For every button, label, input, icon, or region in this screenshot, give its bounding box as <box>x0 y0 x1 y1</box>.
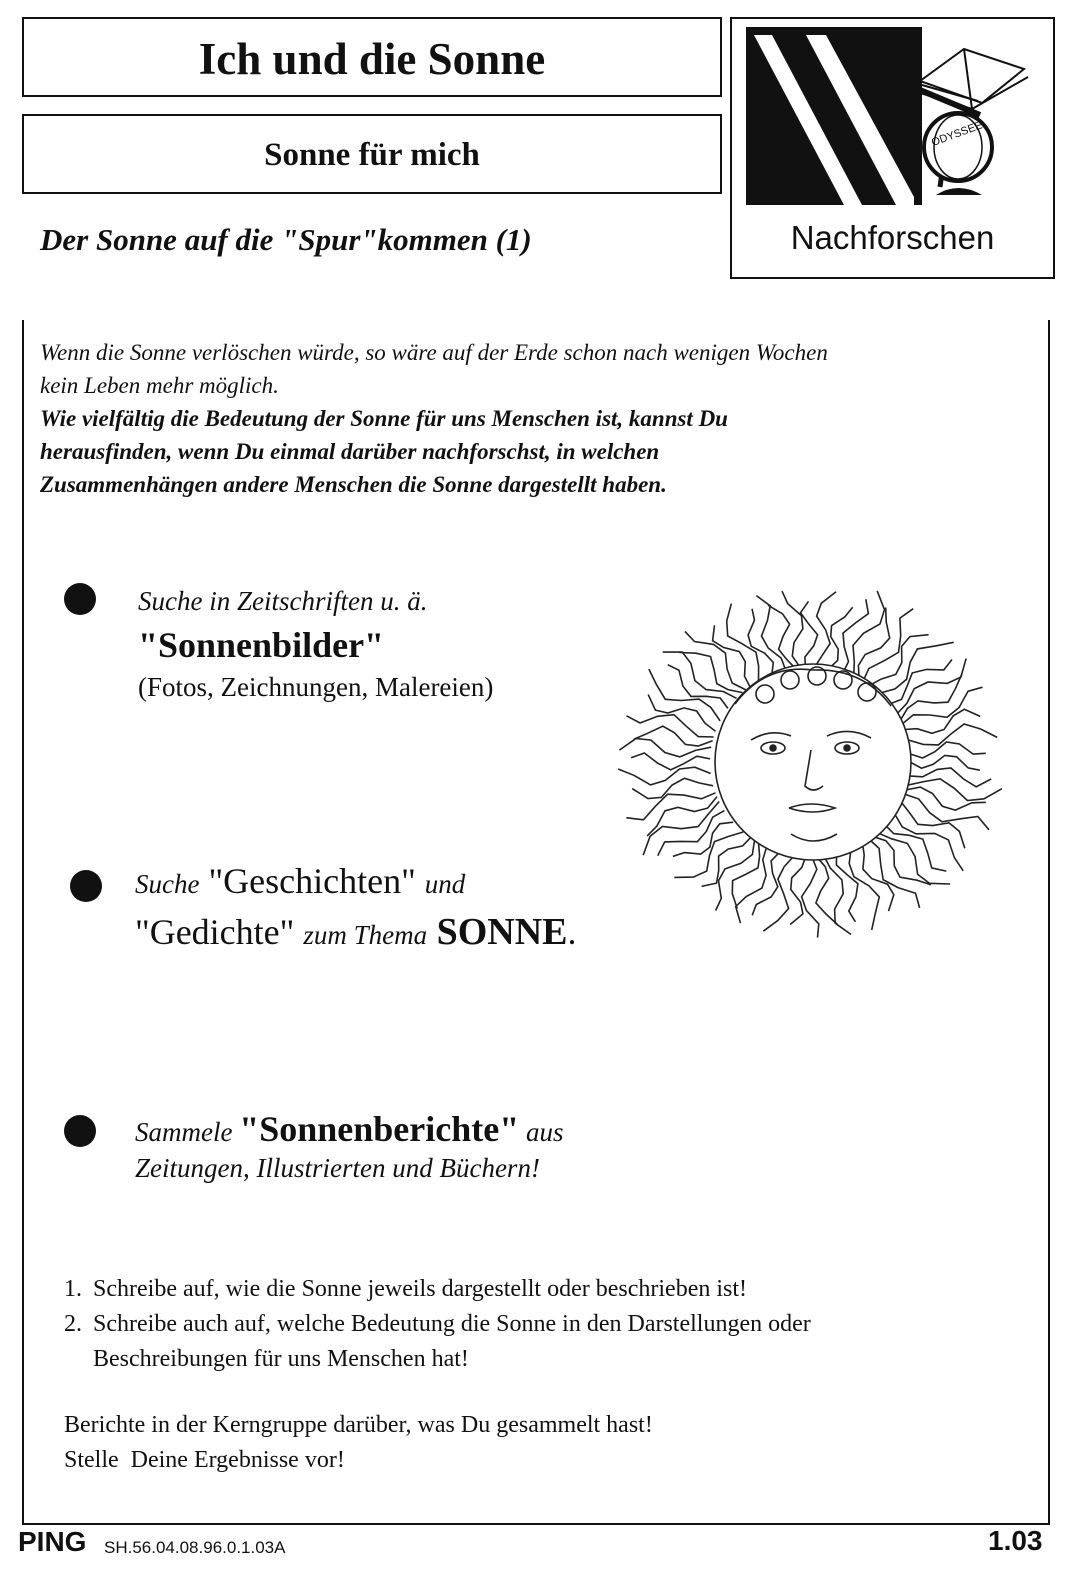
sun-ray <box>869 635 929 686</box>
sun-ray <box>836 853 858 922</box>
bullet-dot <box>64 1115 96 1147</box>
sun-ray <box>904 709 980 733</box>
sun-ray <box>863 609 914 682</box>
closing-text <box>64 1408 653 1478</box>
bullet-2-word: . <box>567 912 577 952</box>
sun-ray <box>668 665 728 709</box>
bullet-2-word: Suche <box>135 869 200 899</box>
sun-ray <box>679 653 742 693</box>
task-item <box>64 1272 1024 1307</box>
intro-text <box>40 336 1040 501</box>
sun-ray <box>626 793 715 820</box>
task-number: 1. <box>64 1276 82 1302</box>
bullet-2-word: und <box>424 869 466 899</box>
bullet-3-word: Sammele <box>135 1117 240 1147</box>
sun-ray <box>658 811 725 856</box>
bullet-3-line-2: Zeitungen, Illustrierten und Büchern! <box>135 1153 540 1183</box>
task-number: 2. <box>64 1311 82 1337</box>
sun-ray <box>843 599 869 673</box>
sun-ray <box>909 768 991 787</box>
bullet-2-word: "Geschichten" <box>199 861 425 901</box>
sun-ray <box>801 601 818 668</box>
sun-ray <box>853 591 885 678</box>
sun-ray <box>790 856 806 925</box>
closing-line: Berichte in der Kerngruppe darüber, was Du gesammelt hast! <box>64 1412 653 1438</box>
bullet-dot <box>64 583 96 615</box>
svg-text:ODYSSEE: ODYSSEE <box>929 119 985 149</box>
logo-box <box>730 17 1055 279</box>
section-heading: Der Sonne auf die "Spur"kommen (1) <box>40 222 532 257</box>
sun-ray <box>907 724 997 745</box>
bullet-1-emphasis: "Sonnenbilder" <box>138 625 385 665</box>
intro-bold-line: Wie vielfältig die Bedeutung der Sonne für uns Menschen ist, kannst Du <box>40 406 728 431</box>
sun-ray <box>824 855 852 934</box>
bullet-1-text: Suche in Zeitschriften u. ä. <box>138 586 428 616</box>
bullet-3-word: "Sonnenberichte" <box>239 1109 520 1149</box>
sun-ray <box>752 852 780 916</box>
intro-bold-line: herausfinden, wenn Du einmal darüber nachforschst, in welchen <box>40 439 660 464</box>
sun-ray <box>619 739 711 757</box>
bullet-3-line-1 <box>135 1108 563 1150</box>
sun-ray <box>713 625 750 687</box>
page-subtitle: Sonne für mich <box>264 137 480 173</box>
closing-line: Stelle Deine Ergebnisse vor! <box>64 1447 345 1473</box>
sun-ray <box>889 660 952 705</box>
sun-ray <box>631 753 710 770</box>
bullet-2-word: "Gedichte" <box>135 912 304 952</box>
title-box <box>22 17 722 97</box>
sun-ray <box>748 609 773 675</box>
intro-line: kein Leben mehr möglich. <box>40 373 279 398</box>
sun-ray <box>814 592 836 668</box>
task-list <box>64 1272 1024 1377</box>
footer-brand: PING <box>18 1526 87 1557</box>
sun-ray <box>736 847 767 924</box>
task-item <box>64 1307 1024 1377</box>
intro-line: Wenn die Sonne verlöschen würde, so wäre auf der Erde schon nach wenigen Wochen <box>40 340 828 365</box>
sun-ray <box>901 802 965 849</box>
sun-ray <box>732 843 759 909</box>
sun-ray <box>649 669 720 721</box>
sun-ray <box>674 832 743 877</box>
sun-ray <box>902 687 983 724</box>
footer-code: SH.56.04.08.96.0.1.03A <box>104 1538 286 1557</box>
bullet-dot <box>70 870 102 902</box>
sun-ray <box>763 855 795 931</box>
page-title: Ich und die Sonne <box>198 34 546 84</box>
subtitle-box <box>22 114 722 194</box>
bullet-2-line-2 <box>135 910 577 954</box>
sun-ray <box>907 779 1002 801</box>
sun-ray <box>879 642 954 693</box>
bullet-3-word: aus <box>519 1117 564 1147</box>
bullet-2-line-1 <box>135 860 465 902</box>
sun-ray <box>802 856 819 938</box>
sun-ray <box>868 838 919 908</box>
nachforschen-logo-icon <box>732 19 1053 219</box>
bullet-2-word: zum Thema <box>303 920 428 950</box>
bullet-1-detail: (Fotos, Zeichnungen, Malereien) <box>138 672 494 702</box>
logo-label: Nachforschen <box>790 219 995 256</box>
intro-bold-line: Zusammenhängen andere Menschen die Sonne dargestellt haben. <box>40 472 667 497</box>
bullet-2-word: SONNE <box>427 911 568 953</box>
sun-ray <box>876 832 950 884</box>
task-text: Schreibe auch auf, welche Bedeutung die Sonne in den Darstellungen oder Beschreibungen für uns Menschen hat! <box>93 1311 811 1372</box>
task-text: Schreibe auf, wie die Sonne jeweils dargestellt oder beschrieben ist! <box>93 1276 748 1302</box>
footer-page-number: 1.03 <box>988 1525 1043 1556</box>
sun-ray <box>828 607 853 669</box>
sun-face-illustration-icon <box>605 572 1007 950</box>
